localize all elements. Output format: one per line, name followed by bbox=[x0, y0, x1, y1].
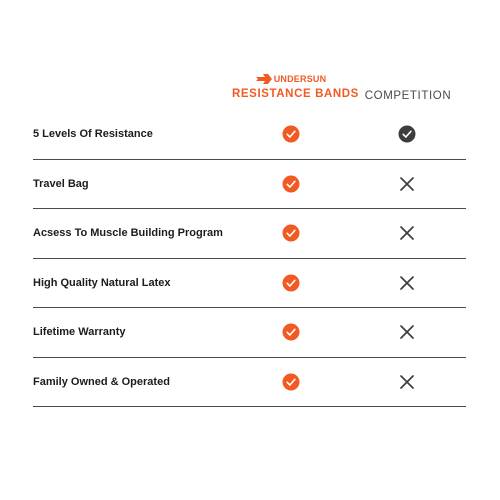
comparison-row bbox=[33, 308, 466, 358]
brand-check-icon bbox=[281, 174, 301, 194]
competition-cross-icon bbox=[397, 372, 417, 392]
cross-icon bbox=[398, 175, 416, 193]
comparison-row bbox=[33, 160, 466, 210]
feature-label: 5 Levels Of Resistance bbox=[33, 128, 153, 141]
brand-check-icon bbox=[281, 273, 301, 293]
brand-logo-text: UNDERSUN bbox=[273, 74, 327, 84]
check-icon bbox=[282, 224, 300, 242]
check-icon bbox=[282, 175, 300, 193]
comparison-row bbox=[33, 110, 466, 160]
comparison-table bbox=[33, 110, 466, 407]
brand-header bbox=[232, 72, 359, 100]
comparison-row bbox=[33, 209, 466, 259]
cross-icon bbox=[398, 274, 416, 292]
competition-column-title: COMPETITION bbox=[364, 90, 452, 102]
feature-label: Travel Bag bbox=[33, 177, 89, 190]
competition-check-icon bbox=[397, 124, 417, 144]
undersun-logo-icon bbox=[256, 74, 272, 84]
competition-cross-icon bbox=[397, 322, 417, 342]
feature-label: High Quality Natural Latex bbox=[33, 276, 171, 289]
comparison-row bbox=[33, 358, 466, 408]
brand-column-title: RESISTANCE BANDS bbox=[232, 88, 359, 100]
check-icon bbox=[282, 274, 300, 292]
cross-icon bbox=[398, 373, 416, 391]
brand-logo bbox=[232, 72, 350, 86]
check-icon bbox=[398, 125, 416, 143]
comparison-row bbox=[33, 259, 466, 309]
competition-cross-icon bbox=[397, 273, 417, 293]
check-icon bbox=[282, 125, 300, 143]
cross-icon bbox=[398, 323, 416, 341]
feature-label: Acsess To Muscle Building Program bbox=[33, 227, 223, 240]
brand-check-icon bbox=[281, 223, 301, 243]
cross-icon bbox=[398, 224, 416, 242]
brand-check-icon bbox=[281, 322, 301, 342]
competition-cross-icon bbox=[397, 223, 417, 243]
check-icon bbox=[282, 323, 300, 341]
feature-label: Lifetime Warranty bbox=[33, 326, 126, 339]
competition-cross-icon bbox=[397, 174, 417, 194]
feature-label: Family Owned & Operated bbox=[33, 375, 170, 388]
brand-check-icon bbox=[281, 372, 301, 392]
brand-check-icon bbox=[281, 124, 301, 144]
check-icon bbox=[282, 373, 300, 391]
